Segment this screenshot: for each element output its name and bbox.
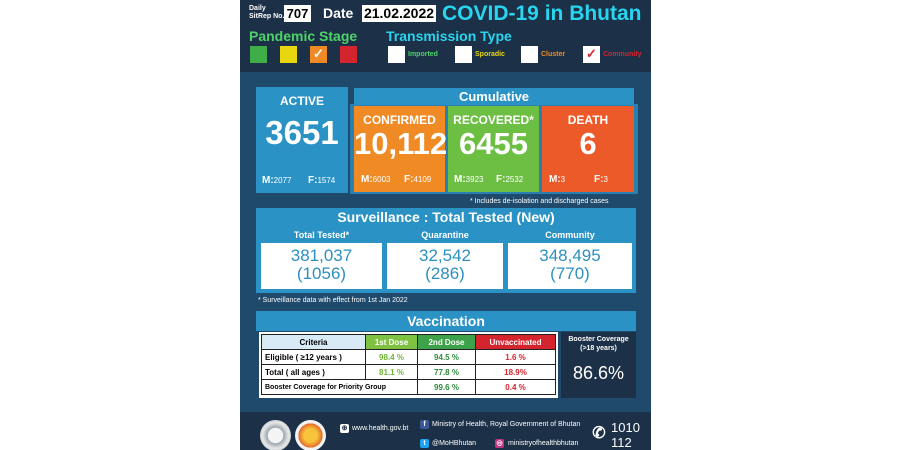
total-tested-box	[261, 243, 382, 289]
row-criteria: Total ( all ages )	[262, 365, 366, 380]
confirmed-male: M:6003	[361, 174, 391, 185]
community-box	[508, 243, 632, 289]
total-tested-column	[259, 229, 384, 291]
table-row	[262, 350, 556, 365]
community-value: 348,495	[539, 246, 601, 265]
quarantine-box	[387, 243, 503, 289]
row-booster: 99.6 %	[418, 380, 476, 395]
check-icon: ✓	[586, 46, 597, 61]
quarantine-column	[385, 229, 505, 291]
row-unvaccinated: 1.6 %	[476, 350, 556, 365]
recovered-value: 6455	[459, 126, 528, 161]
recovered-female: F:2532	[496, 174, 524, 185]
quarantine-new: (286)	[425, 264, 465, 283]
instagram-icon: ◎	[496, 440, 503, 447]
phone-icon: ✆	[592, 425, 606, 442]
confirmed-value: 10,112	[354, 126, 448, 161]
total-tested-new: (1056)	[296, 264, 347, 283]
active-male: M:2077	[262, 175, 292, 186]
row-unvaccinated: 0.4 %	[476, 380, 556, 395]
recovered-male: M:3923	[454, 174, 484, 185]
active-value: 3651	[265, 114, 339, 151]
vaccination-table	[261, 334, 556, 395]
booster-title: Booster Coverage (>18 years)	[568, 336, 629, 352]
death-card	[542, 106, 634, 192]
death-label: DEATH	[567, 113, 609, 127]
dose1-header: 1st Dose	[366, 335, 418, 350]
row-dose2: 77.8 %	[418, 365, 476, 380]
government-emblem-logo	[260, 420, 291, 450]
page-title: COVID-19 in Bhutan	[442, 2, 642, 25]
row-dose1: 81.1 %	[366, 365, 418, 380]
total-tested-label: Total Tested*	[293, 230, 350, 240]
sporadic-checkbox	[455, 46, 472, 63]
twitter-icon: t	[420, 439, 429, 448]
stage-green-square	[250, 46, 267, 63]
stage-yellow-square	[280, 46, 297, 63]
active-female: F:1574	[308, 175, 336, 186]
stage-orange-square	[310, 46, 327, 63]
row-criteria: Eligible ( ≥12 years )	[262, 350, 366, 365]
stage-red-square	[340, 46, 357, 63]
transmission-type-label: Transmission Type	[386, 28, 512, 44]
community-new: (770)	[550, 264, 590, 283]
cluster-label: Cluster	[541, 51, 566, 58]
community-column	[506, 229, 634, 291]
row-criteria: Booster Coverage for Priority Group	[262, 380, 418, 395]
death-male: M:3	[549, 174, 566, 185]
vaccination-table-panel	[259, 332, 558, 398]
criteria-header: Criteria	[262, 335, 366, 350]
ministry-of-health-logo	[295, 420, 326, 450]
recovered-label: RECOVERED*	[453, 113, 534, 127]
quarantine-value: 32,542	[419, 246, 471, 265]
booster-coverage-card	[561, 332, 636, 398]
instagram-link[interactable]: ministryofhealthbhutan	[508, 440, 579, 447]
globe-icon: ⊕	[341, 425, 348, 432]
cluster-checkbox	[521, 46, 538, 63]
confirmed-female: F:4109	[404, 174, 432, 185]
facebook-icon: f	[420, 420, 429, 429]
hotline-112[interactable]: 112	[611, 435, 632, 450]
check-icon: ✓	[313, 46, 324, 61]
hotline-1010[interactable]: 1010	[611, 420, 640, 435]
surveillance-header: Surveillance : Total Tested (New)	[256, 208, 636, 227]
row-dose1: 98.4 %	[366, 350, 418, 365]
total-tested-value: 381,037	[290, 246, 353, 265]
row-unvaccinated: 18.9%	[476, 365, 556, 380]
table-header-row	[262, 335, 556, 350]
quarantine-label: Quarantine	[421, 230, 469, 240]
unvaccinated-header: Unvaccinated	[476, 335, 556, 350]
imported-checkbox	[388, 46, 405, 63]
twitter-link[interactable]: @MoHBhutan	[432, 440, 477, 447]
community-tested-label: Community	[545, 230, 595, 240]
death-value: 6	[579, 126, 597, 161]
sitrep-number: 707	[284, 5, 311, 22]
recovered-card	[448, 106, 539, 192]
active-card	[256, 87, 348, 193]
imported-label: Imported	[408, 51, 438, 58]
pandemic-stage-label: Pandemic Stage	[249, 28, 358, 44]
sporadic-label: Sporadic	[475, 51, 505, 58]
confirmed-label: CONFIRMED	[363, 113, 436, 127]
death-female: F:3	[594, 174, 608, 185]
dose2-header: 2nd Dose	[418, 335, 476, 350]
confirmed-card	[354, 106, 448, 192]
vaccination-header: Vaccination	[256, 311, 636, 331]
community-checkbox	[583, 46, 600, 63]
date-label: Date	[323, 5, 354, 21]
cumulative-header: Cumulative	[354, 88, 634, 105]
website-link[interactable]: www.health.gov.bt	[352, 425, 409, 432]
cumulative-note: * Includes de-isolation and discharged cases	[470, 198, 609, 205]
community-label: Community	[603, 51, 642, 58]
booster-value: 86.6%	[572, 363, 625, 383]
active-label: ACTIVE	[279, 94, 324, 108]
table-row	[262, 380, 556, 395]
sitrep-label: Daily SitRep No.	[249, 5, 285, 20]
report-date: 21.02.2022	[363, 5, 435, 21]
row-dose2: 94.5 %	[418, 350, 476, 365]
facebook-link[interactable]: Ministry of Health, Royal Government of Bhutan	[432, 421, 581, 428]
table-row	[262, 365, 556, 380]
surveillance-note: * Surveillance data with effect from 1st Jan 2022	[258, 297, 408, 304]
covid-infographic	[240, 0, 651, 450]
